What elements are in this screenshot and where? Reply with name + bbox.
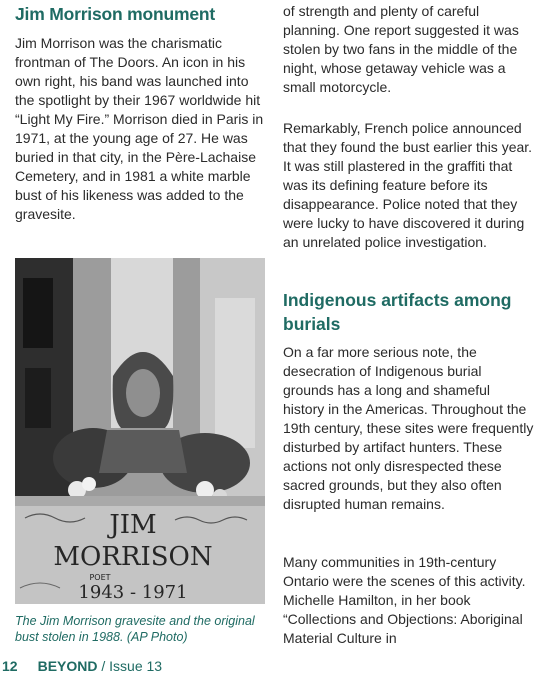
article-paragraph: On a far more serious note, the desecration of Indigenous burial grounds has a long and shameful history in the Americas. Throughout the 19th century, these sites were frequently disturbed by artifact hunters. These actions not only disrespected these sacred grounds, but they also often disrupted human remains. (283, 344, 534, 512)
inscription-last-name: MORRISON (53, 542, 213, 572)
inscription-first-name: JIM (109, 510, 157, 540)
gravesite-photo-illustration (15, 258, 265, 604)
gravesite-photo (15, 258, 265, 604)
section-heading-jim-morrison: Jim Morrison monument (15, 4, 215, 24)
article-paragraph: of strength and plenty of careful planning. One report suggested it was stolen by two fans in the middle of the night, whose getaway vehicle was a small motorcycle. (283, 3, 519, 95)
article-paragraph: Remarkably, French police announced that they found the bust earlier this year. It was still plastered in the graffiti that was its defining feature before its disappearance. Police noted that they were lucky to have discovered it during an unrelated police investigation. (283, 120, 533, 250)
page-footer (2, 658, 162, 674)
section-heading-indigenous-artifacts: Indigenous artifacts among burials (283, 290, 512, 334)
article-paragraph: Many communities in 19th-century Ontario were the scenes of this activity. Michelle Hamilton, in her book “Collections and Objections: Aboriginal Material Culture in (283, 554, 526, 646)
inscription-dates: 1943 - 1971 (78, 582, 188, 603)
publication-name: BEYOND (37, 658, 98, 674)
page-number: 12 (2, 658, 18, 674)
photo-caption: The Jim Morrison gravesite and the original bust stolen in 1988. (AP Photo) (15, 614, 255, 644)
inscription-poet: POET (89, 573, 111, 582)
issue-label: / Issue 13 (101, 658, 163, 674)
article-paragraph: Jim Morrison was the charismatic frontman of The Doors. An icon in his own right, his band was launched into the spotlight by their 1967 worldwide hit “Light My Fire.” Morrison died in Paris in 1971, at the young age of 27. He was buried in that city, in the Père-Lachaise Cemetery, and in 1981 a white marble bust of his likeness was added to the gravesite. (15, 35, 264, 222)
